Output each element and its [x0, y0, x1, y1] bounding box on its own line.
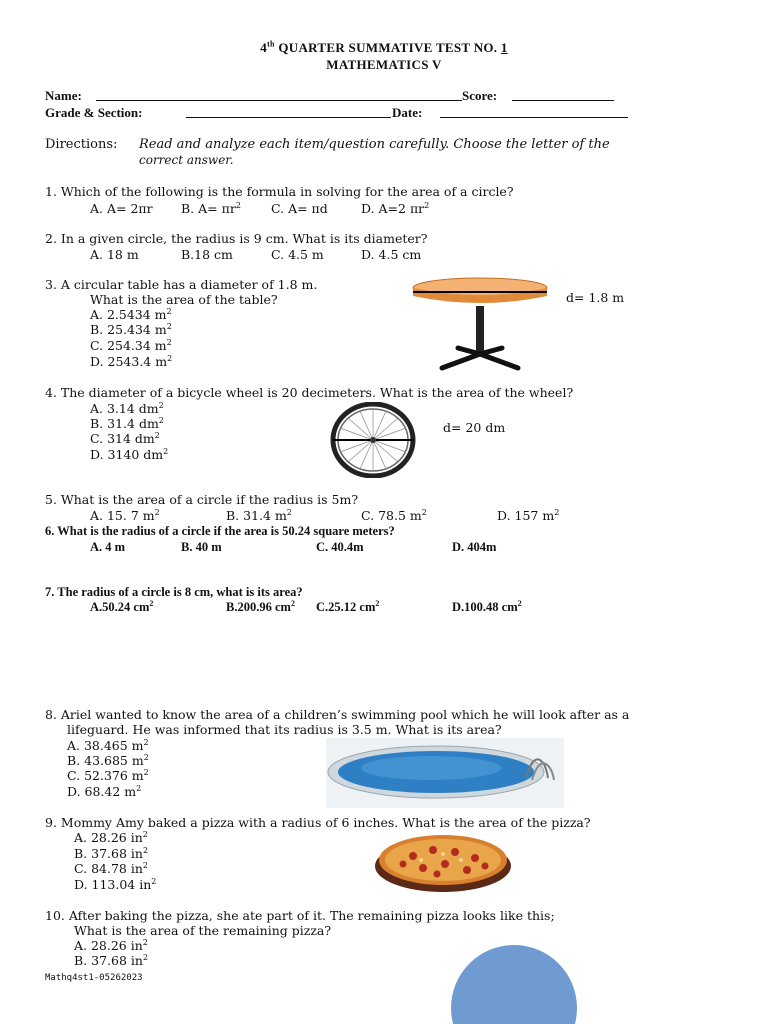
q6-option-a[interactable]: A. 4 m: [90, 540, 126, 554]
q1-option-d[interactable]: D. A=2 $\pi r^2$: [361, 200, 430, 216]
name-field[interactable]: [96, 100, 462, 101]
q3-option-d[interactable]: D. 2543.4 $m^2$: [90, 353, 173, 369]
q10-option-b[interactable]: B. 37.68 $in^2$: [74, 952, 149, 968]
question-7: 7. The radius of a circle is 8 cm, what is its area?: [45, 585, 303, 599]
q9-option-c[interactable]: C. 84.78 $in^2$: [74, 860, 148, 876]
q2-option-b[interactable]: B.18 cm: [181, 247, 233, 262]
q9-option-b[interactable]: B. 37.68 $in^2$: [74, 845, 149, 861]
grade-section-label: Grade & Section:: [45, 105, 143, 120]
question-10-line2: What is the area of the remaining pizza?: [74, 923, 332, 938]
round-table-image: [400, 270, 560, 375]
q5-option-c[interactable]: C. 78.5 $m^2$: [361, 507, 427, 523]
directions-text-line1: Read and analyze each item/question carefully. Choose the letter of the: [139, 137, 610, 152]
q6-option-d[interactable]: D. 404m: [452, 540, 497, 554]
q4-option-a[interactable]: A. 3.14 $dm^2$: [90, 400, 164, 416]
swimming-pool-image: [326, 738, 564, 808]
footer-code: Mathq4st1-05262023: [45, 973, 143, 983]
q8-option-c[interactable]: C. 52.376 $m^2$: [67, 767, 149, 783]
question-10-line1: 10. After baking the pizza, she ate part of it. The remaining pizza looks like this;: [45, 908, 555, 923]
question-6: 6. What is the radius of a circle if the area is 50.24 square meters?: [45, 524, 395, 538]
q4-diameter-label: d= 20 dm: [443, 420, 506, 435]
q2-option-c[interactable]: C. 4.5 m: [271, 247, 324, 262]
q4-option-c[interactable]: C. 314 $dm^2$: [90, 430, 160, 446]
question-3-line1: 3. A circular table has a diameter of 1.8 m.: [45, 277, 318, 292]
q3-option-a[interactable]: A. 2.5434 $m^2$: [90, 306, 172, 322]
q3-option-b[interactable]: B. 25.434 $m^2$: [90, 321, 172, 337]
q2-option-a[interactable]: A. 18 m: [90, 247, 139, 262]
date-field[interactable]: [440, 117, 628, 118]
q5-option-a[interactable]: A. 15. 7 $m^2$: [90, 507, 160, 523]
q1-option-a[interactable]: A. A= 2πr: [90, 201, 153, 216]
q7-option-b[interactable]: B.200.96 $cm^2$: [226, 598, 295, 614]
grade-section-field[interactable]: [186, 117, 391, 118]
q8-option-b[interactable]: B. 43.685 $m^2$: [67, 752, 149, 768]
date-label: Date:: [392, 105, 423, 120]
q9-option-d[interactable]: D. 113.04 $in^2$: [74, 876, 157, 892]
score-field[interactable]: [512, 100, 614, 101]
q10-option-a[interactable]: A. 28.26 $in^2$: [74, 937, 148, 953]
name-label: Name:: [45, 88, 82, 103]
q3-diameter-label: d= 1.8 m: [566, 290, 625, 305]
directions-text-line2: correct answer.: [139, 153, 234, 167]
question-8-line2: lifeguard. He was informed that its radius is 3.5 m. What is its area?: [67, 722, 502, 737]
q1-option-b[interactable]: B. $A= \pi r^2$: [181, 200, 241, 216]
q6-option-b[interactable]: B. 40 m: [181, 540, 222, 554]
question-1: 1. Which of the following is the formula in solving for the area of a circle?: [45, 184, 514, 199]
q8-option-a[interactable]: A. 38.465 $m^2$: [67, 737, 149, 753]
q9-option-a[interactable]: A. 28.26 $in^2$: [74, 829, 148, 845]
test-subtitle: MATHEMATICS V: [326, 57, 442, 72]
q6-option-c[interactable]: C. 40.4m: [316, 540, 364, 554]
q5-option-b[interactable]: B. 31.4 $m^2$: [226, 507, 292, 523]
q8-option-d[interactable]: D. 68.42 $m^2$: [67, 783, 142, 799]
q7-option-a[interactable]: A.50.24 $cm^2$: [90, 598, 154, 614]
bicycle-wheel-image: [330, 402, 416, 478]
q7-option-c[interactable]: C.25.12 $cm^2$: [316, 598, 380, 614]
score-label: Score:: [462, 88, 498, 103]
remaining-pizza-circle: [450, 944, 578, 1024]
q7-option-d[interactable]: D.100.48 $cm^2$: [452, 598, 522, 614]
question-8-line1: 8. Ariel wanted to know the area of a children’s swimming pool which he will look after as a: [45, 707, 630, 722]
q3-option-c[interactable]: C. 254.34 $m^2$: [90, 337, 172, 353]
q5-option-d[interactable]: D. 157 $m^2$: [497, 507, 560, 523]
question-9: 9. Mommy Amy baked a pizza with a radius of 6 inches. What is the area of the pizza?: [45, 815, 591, 830]
question-3-line2: What is the area of the table?: [90, 292, 278, 307]
question-5: 5. What is the area of a circle if the radius is 5m?: [45, 492, 359, 507]
test-title: 4th QUARTER SUMMATIVE TEST NO. 1: [260, 39, 508, 55]
q2-option-d[interactable]: D. 4.5 cm: [361, 247, 422, 262]
directions-label: Directions:: [45, 137, 118, 152]
question-4: 4. The diameter of a bicycle wheel is 20 decimeters. What is the area of the wheel?: [45, 385, 574, 400]
q4-option-d[interactable]: D. 3140 $dm^2$: [90, 446, 169, 462]
pizza-image: [373, 830, 513, 894]
q4-option-b[interactable]: B. 31.4 $dm^2$: [90, 415, 164, 431]
q1-option-c[interactable]: C. A= πd: [271, 201, 328, 216]
question-2: 2. In a given circle, the radius is 9 cm. What is its diameter?: [45, 231, 428, 246]
